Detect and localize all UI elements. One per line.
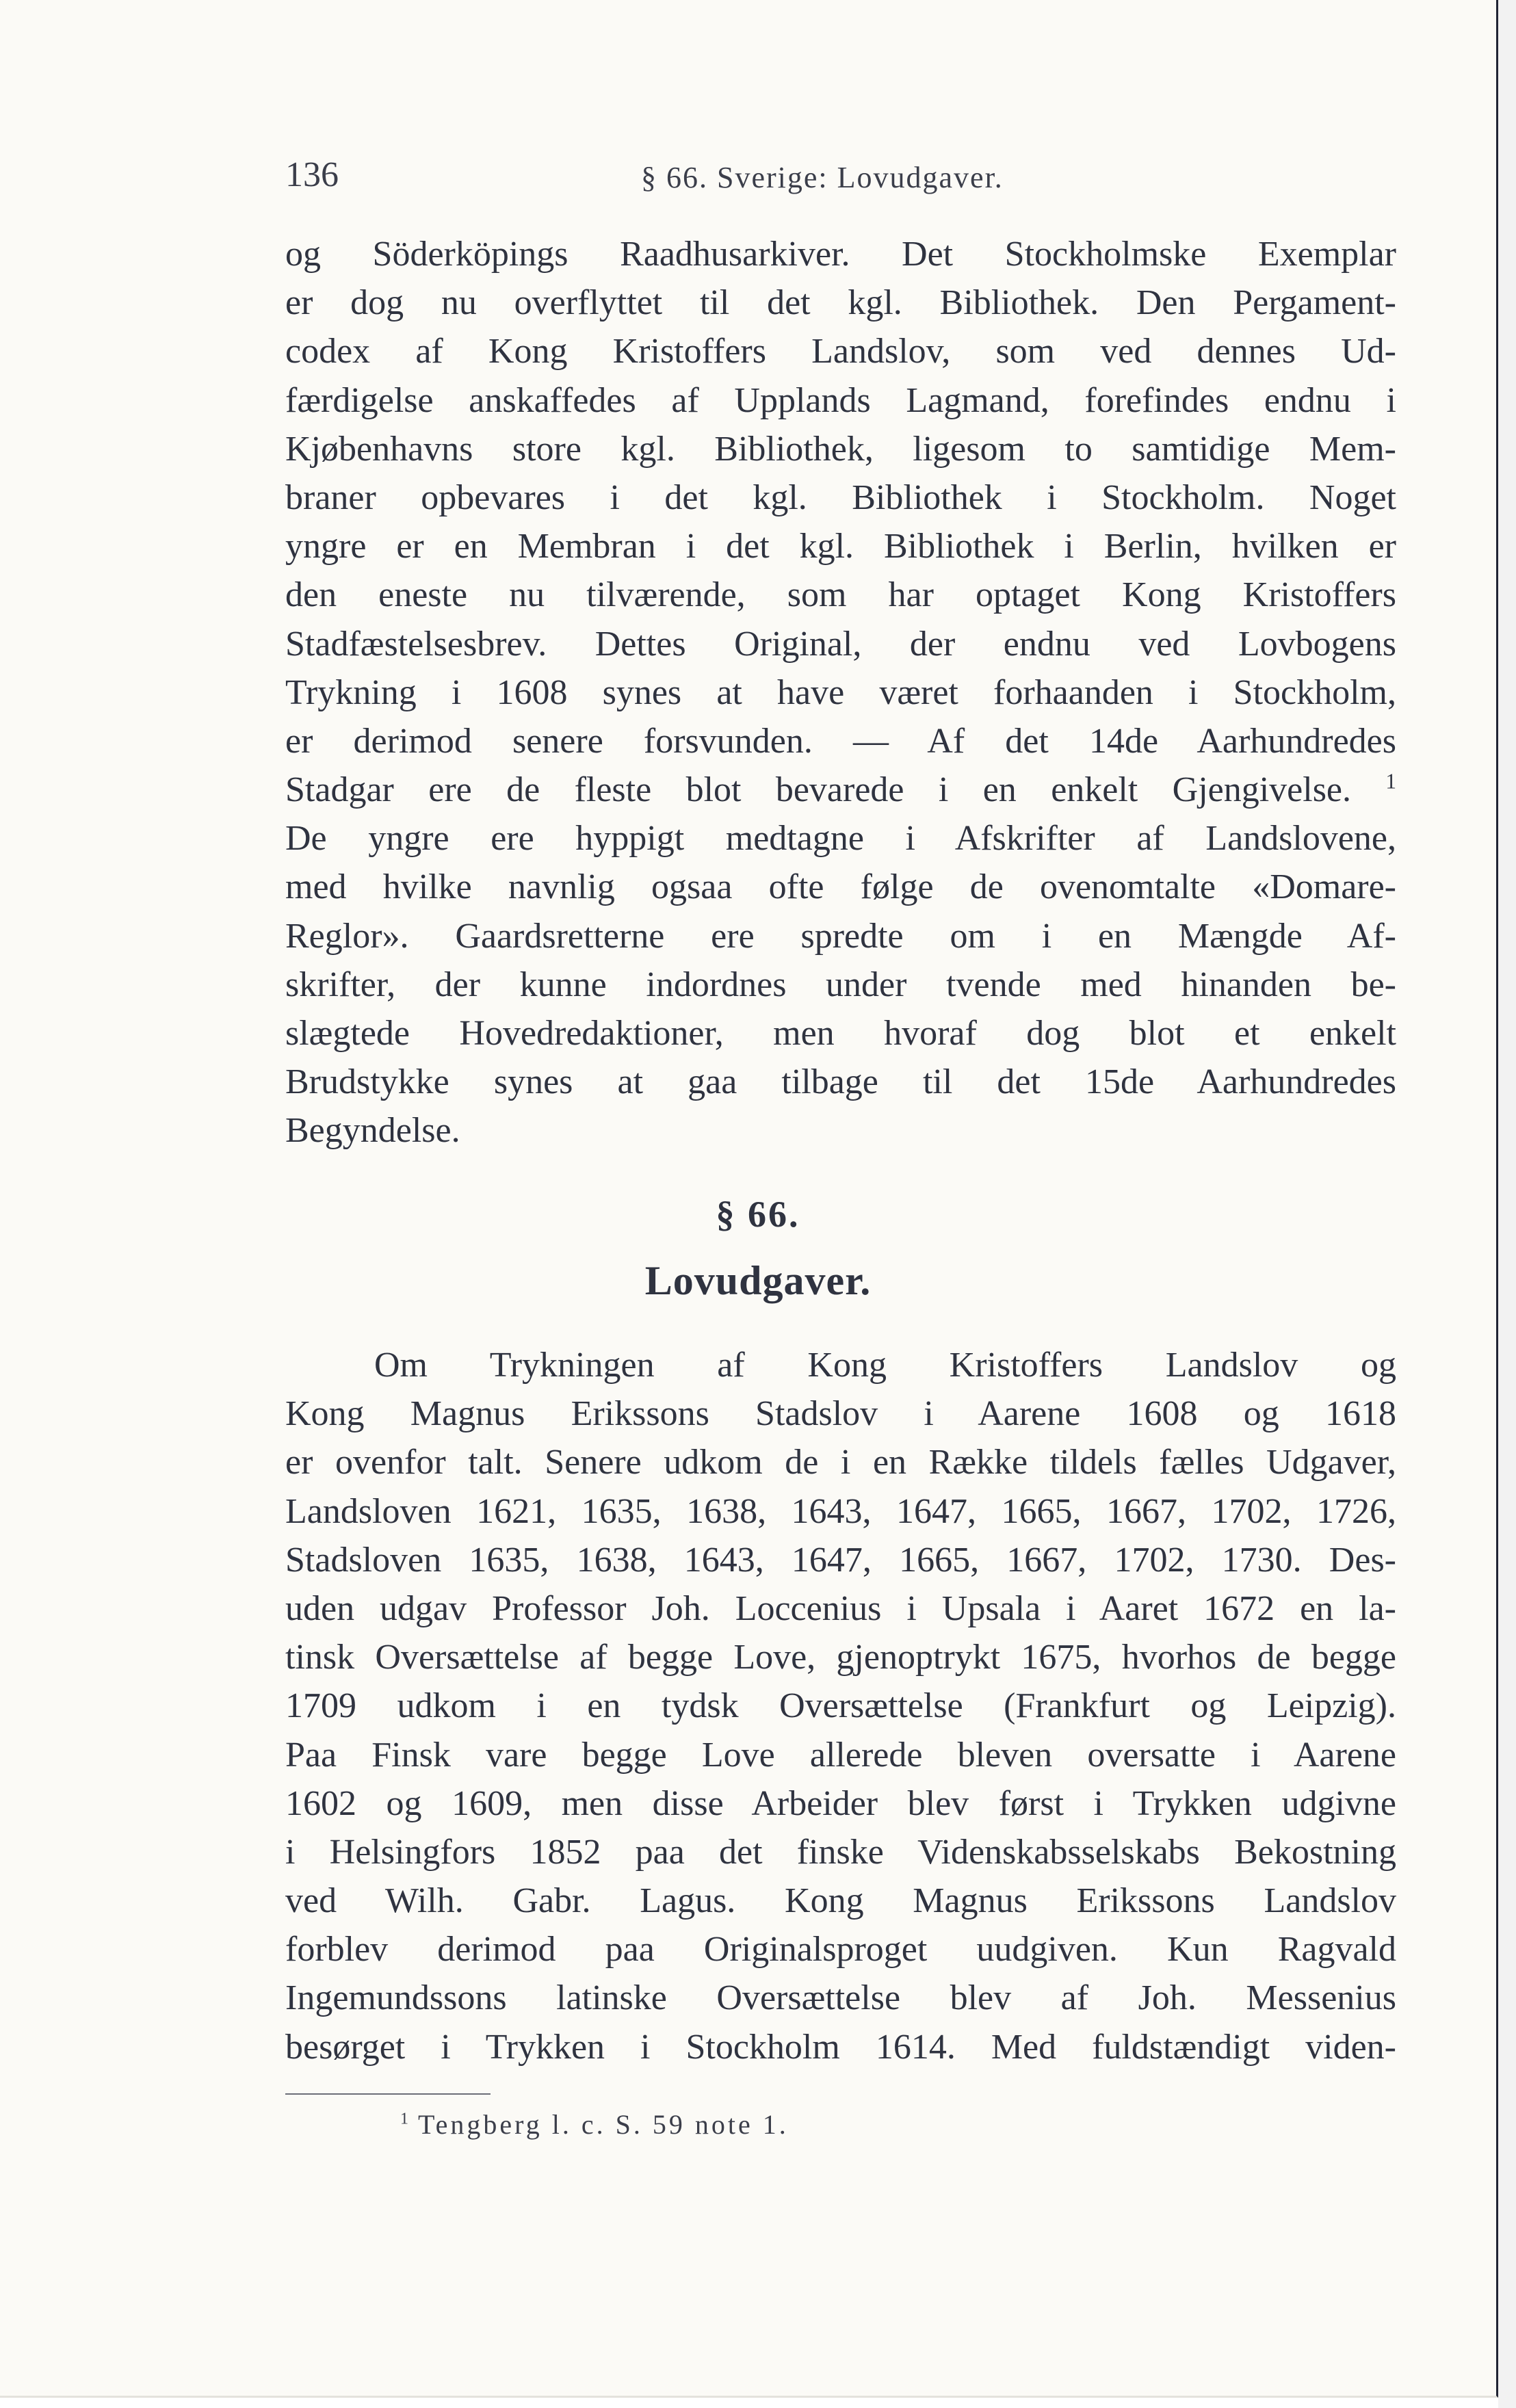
text-line: Brudstykke synes at gaa tilbage til det 15de Aarhundredes — [285, 1062, 1396, 1102]
text-line: slægtede Hovedredaktioner, men hvoraf dog blot et enkelt — [285, 1014, 1396, 1053]
text-line: yngre er en Membran i det kgl. Bibliothek i Berlin, hvilken er — [285, 527, 1396, 566]
footnote-text: Tengberg l. c. S. 59 note 1. — [418, 2109, 789, 2140]
text-line: er ovenfor talt. Senere udkom de i en Række tildels fælles Udgaver, — [285, 1443, 1396, 1482]
text-line: forblev derimod paa Originalsproget uudgiven. Kun Ragvald — [285, 1930, 1396, 1969]
text-line: tinsk Oversættelse af begge Love, gjenoptrykt 1675, hvorhos de begge — [285, 1638, 1396, 1677]
paragraph-2 — [285, 1341, 1396, 2071]
section-number-heading: § 66. — [716, 1194, 800, 1235]
text-line: De yngre ere hyppigt medtagne i Afskrifter af Landslovene, — [285, 819, 1396, 859]
text-line: Kjøbenhavns store kgl. Bibliothek, ligesom to samtidige Mem- — [285, 429, 1396, 469]
text-line: braner opbevares i det kgl. Bibliothek i Stockholm. Noget — [285, 477, 1396, 517]
text-line: Trykning i 1608 synes at have været forhaanden i Stockholm, — [285, 672, 1396, 712]
page-edge — [1498, 0, 1516, 2408]
footnote — [400, 2108, 789, 2141]
text-line: Stadfæstelsesbrev. Dettes Original, der endnu ved Lovbogens — [285, 624, 1396, 664]
paragraph-1 — [285, 230, 1396, 1155]
text-line-with-footnote — [285, 765, 1396, 814]
text-line: er derimod senere forsvunden. — Af det 14de Aarhundredes — [285, 721, 1396, 761]
footnote-reference: 1 — [1385, 769, 1396, 794]
text-line: Kong Magnus Erikssons Stadslov i Aarene 1608 og 1618 — [285, 1394, 1396, 1434]
page-number: 136 — [285, 155, 339, 194]
text-line: Paa Finsk vare begge Love allerede bleven oversatte i Aarene — [285, 1735, 1396, 1775]
text-line: codex af Kong Kristoffers Landslov, som ved dennes Ud- — [285, 332, 1396, 371]
text-line: i Helsingfors 1852 paa det finske Videnskabsselskabs Bekostning — [285, 1832, 1396, 1872]
text-line: er dog nu overflyttet til det kgl. Bibliothek. Den Pergament- — [285, 283, 1396, 323]
text-line: besørget i Trykken i Stockholm 1614. Med fuldstændigt viden- — [285, 2027, 1396, 2067]
text-line: ved Wilh. Gabr. Lagus. Kong Magnus Erikssons Landslov — [285, 1881, 1396, 1921]
text-line: Stadsloven 1635, 1638, 1643, 1647, 1665, 1667, 1702, 1730. Des- — [285, 1540, 1396, 1580]
text-line: færdigelse anskaffedes af Upplands Lagmand, forefindes endnu i — [285, 380, 1396, 420]
running-head — [285, 155, 1414, 202]
footnote-marker: 1 — [400, 2110, 410, 2128]
text-line: med hvilke navnlig ogsaa ofte følge de ovenomtalte «Domare- — [285, 867, 1396, 907]
text-line-content: Stadgar ere de fleste blot bevarede i en enkelt Gjengivelse. — [285, 770, 1352, 810]
text-line: uden udgav Professor Joh. Loccenius i Upsala i Aaret 1672 en la- — [285, 1588, 1396, 1628]
text-line: Landsloven 1621, 1635, 1638, 1643, 1647, 1665, 1667, 1702, 1726, — [285, 1491, 1396, 1531]
text-line: 1709 udkom i en tydsk Oversættelse (Frankfurt og Leipzig). — [285, 1686, 1396, 1726]
text-line: skrifter, der kunne indordnes under tvende med hinanden be- — [285, 965, 1396, 1004]
text-line: Reglor». Gaardsretterne ere spredte om i en Mængde Af- — [285, 916, 1396, 956]
running-section-title: § 66. Sverige: Lovudgaver. — [641, 161, 1004, 194]
text-line: 1602 og 1609, men disse Arbeider blev først i Trykken udgivne — [285, 1783, 1396, 1823]
text-line: og Söderköpings Raadhusarkiver. Det Stockholmske Exemplar — [285, 235, 1396, 274]
text-line: den eneste nu tilværende, som har optaget Kong Kristoffers — [285, 575, 1396, 615]
text-line: Om Trykningen af Kong Kristoffers Landslov og — [374, 1346, 1396, 1385]
text-line: Begyndelse. — [285, 1111, 460, 1151]
text-line: Ingemundssons latinske Oversættelse blev af Joh. Messenius — [285, 1978, 1396, 2018]
footnote-divider — [285, 2093, 491, 2095]
section-title-heading: Lovudgaver. — [644, 1258, 872, 1303]
